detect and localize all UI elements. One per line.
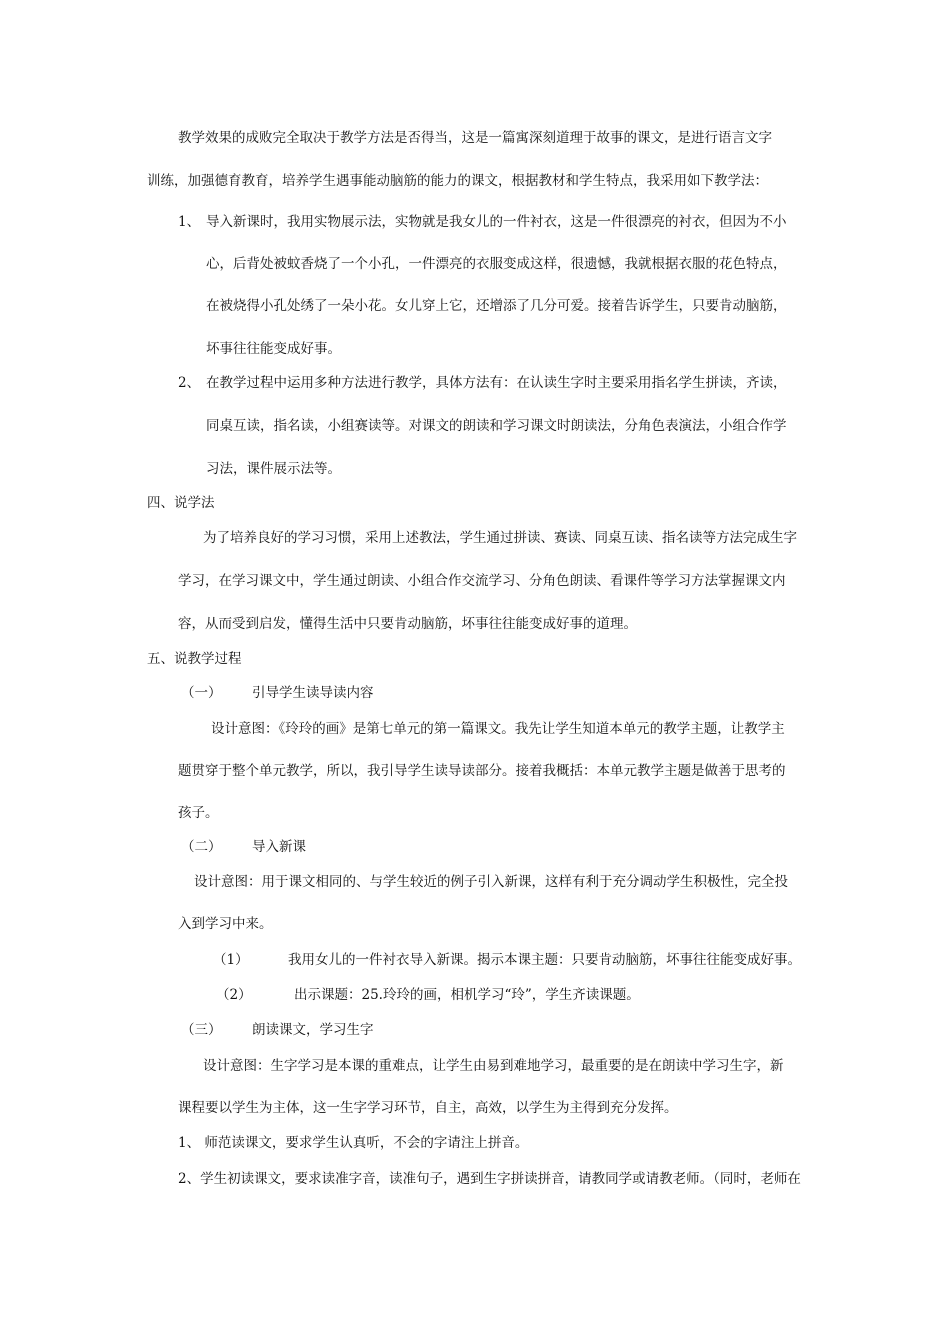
subsection-title: 引导学生读导读内容: [252, 685, 374, 701]
paragraph-line: 导入新课时，我用实物展示法，实物就是我女儿的一件衬衣，这是一件很漂亮的衬衣，但因为不小: [206, 214, 787, 230]
subsection-number: （二）: [181, 839, 222, 855]
paragraph-line: 在教学过程中运用多种方法进行教学，具体方法有：在认读生字时主要采用指名学生拼读，齐读，: [206, 375, 787, 391]
subsection-title: 朗读课文，学习生字: [252, 1022, 374, 1038]
paragraph-line: 设计意图：用于课文相同的、与学生较近的例子引入新课，这样有利于充分调动学生积极性，完全投: [194, 874, 788, 890]
section-heading: 五、说教学过程: [147, 651, 242, 667]
subsection-number: （三）: [181, 1022, 222, 1038]
section-heading: 四、说学法: [147, 495, 215, 511]
paragraph-line: 我用女儿的一件衬衣导入新课。揭示本课主题：只要肯动脑筋，坏事往往能变成好事。: [288, 952, 801, 968]
paragraph-line: 设计意图：《玲玲的画》是第七单元的第一篇课文。我先让学生知道本单元的教学主题，让教学主: [211, 721, 785, 737]
list-number: （1）: [213, 952, 249, 968]
paragraph-line: 容，从而受到启发，懂得生活中只要肯动脑筋，坏事往往能变成好事的道理。: [178, 616, 637, 632]
subsection-title: 导入新课: [252, 839, 306, 855]
list-item: 2、学生初读课文，要求读准字音，读准句子，遇到生字拼读拼音，请教同学或请教老师。（同时，老师在: [178, 1171, 801, 1187]
list-number: （2）: [216, 987, 252, 1003]
paragraph-line: 课程要以学生为主体，这一生字学习环节，自主，高效，以学生为主得到充分发挥。: [178, 1100, 678, 1116]
list-number: 2、: [178, 375, 201, 391]
paragraph-line: 出示课题：25.玲玲的画，相机学习“玲”，学生齐读课题。: [294, 987, 640, 1003]
paragraph-line: 题贯穿于整个单元教学，所以，我引导学生读导读部分。接着我概括：本单元教学主题是做善于思考的: [178, 763, 786, 779]
paragraph-line: 学习，在学习课文中，学生通过朗读、小组合作交流学习、分角色朗读、看课件等学习方法掌握课文内: [178, 573, 786, 589]
paragraph-line: 入到学习中来。: [178, 916, 273, 932]
paragraph-line: 同桌互读，指名读，小组赛读等。对课文的朗读和学习课文时朗读法，分角色表演法，小组合作学: [206, 418, 787, 434]
paragraph-line: 为了培养良好的学习习惯，采用上述教法，学生通过拼读、赛读、同桌互读、指名读等方法完成生字: [203, 530, 797, 546]
paragraph-line: 在被烧得小孔处绣了一朵小花。女儿穿上它，还增添了几分可爱。接着告诉学生，只要肯动脑筋，: [206, 298, 787, 314]
subsection-number: （一）: [181, 685, 222, 701]
paragraph-line: 设计意图：生字学习是本课的重难点，让学生由易到难地学习，最重要的是在朗读中学习生字，新: [203, 1058, 784, 1074]
paragraph-line: 习法，课件展示法等。: [206, 461, 341, 477]
paragraph-line: 训练，加强德育教育，培养学生遇事能动脑筋的能力的课文，根据教材和学生特点，我采用如下教学法：: [147, 173, 768, 189]
paragraph-line: 孩子。: [178, 805, 219, 821]
list-number: 1、: [178, 214, 201, 230]
paragraph-line: 教学效果的成败完全取决于教学方法是否得当，这是一篇寓深刻道理于故事的课文，是进行语言文字: [178, 130, 772, 146]
paragraph-line: 心，后背处被蚊香烧了一个小孔，一件漂亮的衣服变成这样，很遗憾，我就根据衣服的花色特点，: [206, 256, 787, 272]
paragraph-line: 坏事往往能变成好事。: [206, 341, 341, 357]
list-item: 1、 师范读课文，要求学生认真听，不会的字请注上拼音。: [178, 1135, 529, 1151]
